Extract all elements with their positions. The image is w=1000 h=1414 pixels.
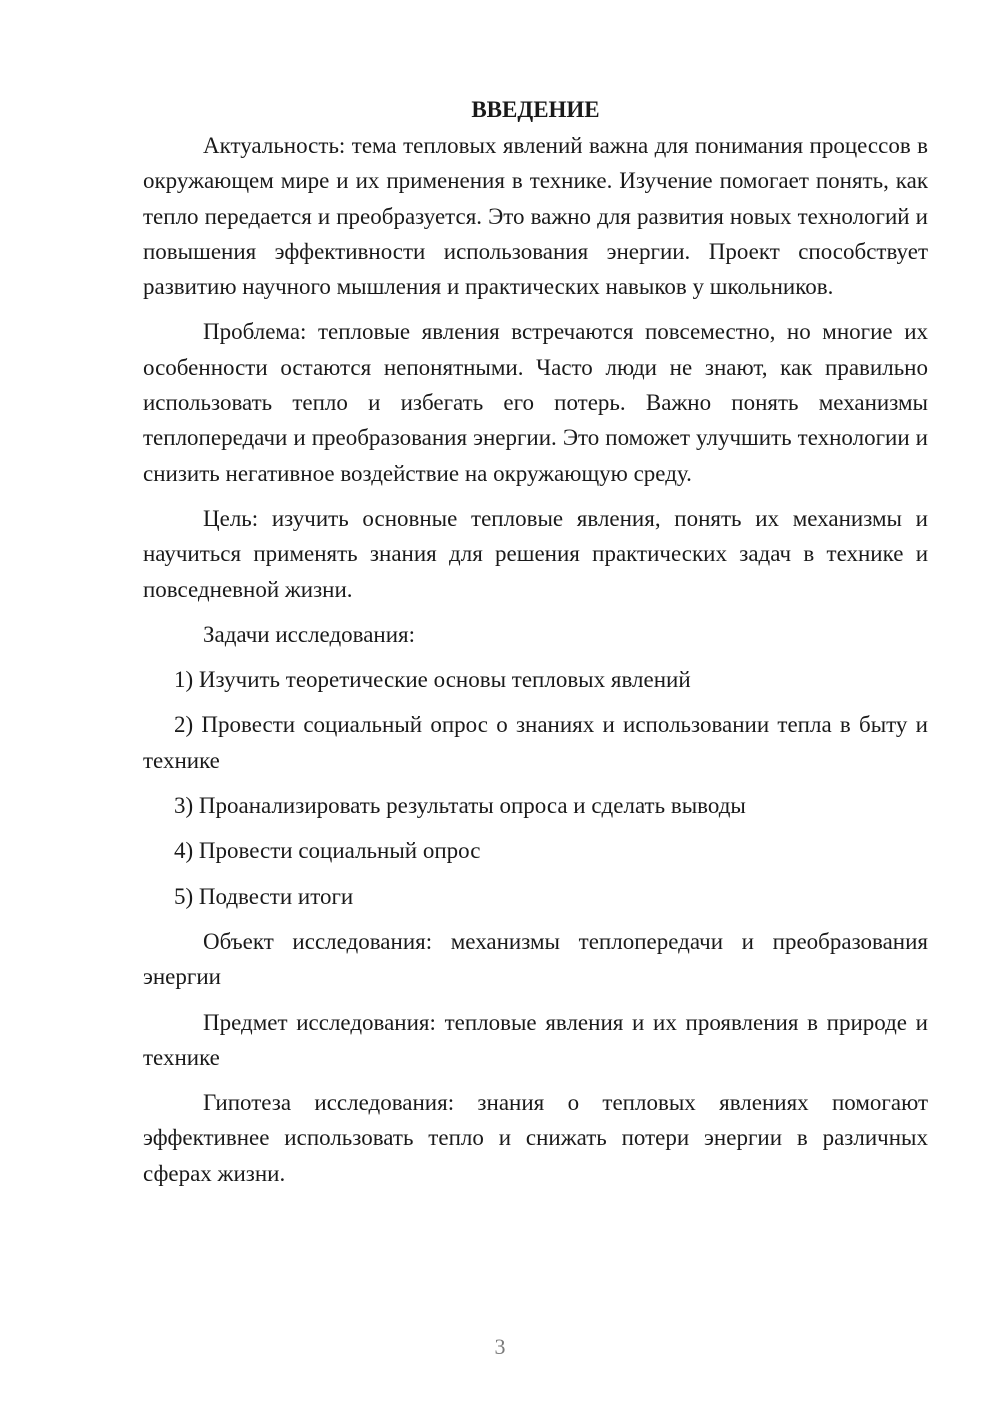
- paragraph-subject: Предмет исследования: тепловые явления и их проявления в природе и технике: [143, 1009, 928, 1070]
- page-title: ВВЕДЕНИЕ: [471, 97, 600, 122]
- task-item-4: 4) Провести социальный опрос: [174, 838, 481, 864]
- task-item-5: 5) Подвести итоги: [174, 883, 354, 909]
- task-item-3: 3) Проанализировать результаты опроса и сделать выводы: [174, 793, 746, 819]
- paragraph-object: Объект исследования: механизмы теплопередачи и преобразования энергии: [143, 928, 928, 990]
- task-item-2: 2) Провести социальный опрос о знаниях и использовании тепла в быту и технике: [143, 712, 928, 773]
- paragraph-tasks-heading: Задачи исследования:: [203, 621, 416, 647]
- page-number: 3: [494, 1334, 506, 1359]
- paragraph-relevance: Актуальность: тема тепловых явлений важна для понимания процессов в окружающем мире и их применения в технике. Изучение помогает понять, как тепло передается и преобразуется. Это важно для развития новых технологий и повышения эффективности использования энергии. Проект способствует развитию научного мышления и практических навыков у школьников.: [143, 133, 928, 300]
- paragraph-goal: Цель: изучить основные тепловые явления, понять их механизмы и научиться применять знания для решения практических задач в технике и повседневной жизни.: [143, 505, 928, 602]
- task-item-1: 1) Изучить теоретические основы тепловых явлений: [174, 667, 691, 693]
- page-content: [143, 92, 928, 1201]
- paragraph-hypothesis: Гипотеза исследования: знания о тепловых явлениях помогают эффективнее использовать тепло и снижать потери энергии в различных сферах жизни.: [143, 1090, 928, 1186]
- paragraph-problem: Проблема: тепловые явления встречаются повсеместно, но многие их особенности остаются непонятными. Часто люди не знают, как правильно использовать тепло и избегать его потерь. Важно понять механизмы теплопередачи и преобразования энергии. Это поможет улучшить технологии и снизить негативное воздействие на окружающую среду.: [143, 319, 928, 486]
